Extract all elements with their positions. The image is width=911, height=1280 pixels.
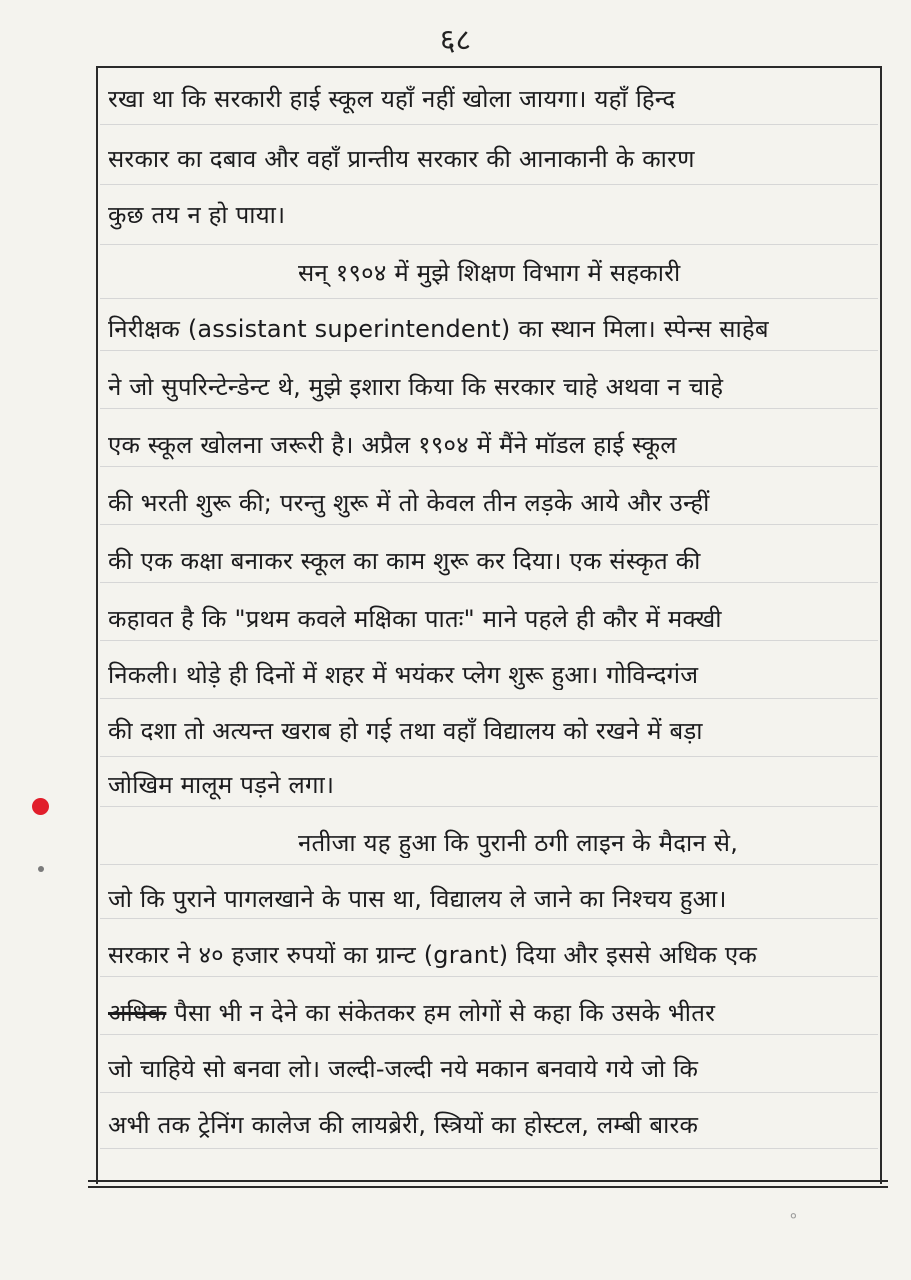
red-ink-dot: [32, 798, 49, 815]
text-line-13: जोखिम मालूम पड़ने लगा।: [108, 771, 335, 799]
ruled-line: [100, 640, 878, 641]
ruled-line: [100, 184, 878, 185]
text-line-19: अभी तक ट्रेनिंग कालेज की लायब्रेरी, स्त्रियों का होस्टल, लम्बी बारक: [108, 1111, 699, 1139]
text-line-16: सरकार ने ४० हजार रुपयों का ग्रान्ट (grant) दिया और इससे अधिक एक: [108, 941, 757, 969]
ruled-line: [100, 298, 878, 299]
text-line-9: की एक कक्षा बनाकर स्कूल का काम शुरू कर दिया। एक संस्कृत की: [108, 547, 701, 575]
text-line-5: निरीक्षक (assistant superintendent) का स्थान मिला। स्पेन्स साहेब: [108, 315, 769, 343]
ruled-line: [100, 524, 878, 525]
page-number: ६८: [439, 23, 472, 58]
ruled-line: [100, 124, 878, 125]
bottom-rule: [88, 1180, 888, 1188]
ruled-line: [100, 244, 878, 245]
ruled-line: [100, 976, 878, 977]
struck-word: अधिक: [108, 999, 167, 1027]
text-line-7: एक स्कूल खोलना जरूरी है। अप्रैल १९०४ में मैंने मॉडल हाई स्कूल: [108, 431, 677, 459]
text-line-6: ने जो सुपरिन्टेन्डेन्ट थे, मुझे इशारा किया कि सरकार चाहे अथवा न चाहे: [108, 373, 724, 401]
text-line-11: निकली। थोड़े ही दिनों में शहर में भयंकर प्लेग शुरू हुआ। गोविन्दगंज: [108, 661, 699, 689]
ruled-line: [100, 864, 878, 865]
ruled-line: [100, 918, 878, 919]
text-line-18: जो चाहिये सो बनवा लो। जल्दी-जल्दी नये मकान बनवाये गये जो कि: [108, 1055, 699, 1083]
ruled-line: [100, 1092, 878, 1093]
text-line-10: कहावत है कि "प्रथम कवले मक्षिका पातः" माने पहले ही कौर में मक्खी: [108, 605, 722, 633]
text-line-1: रखा था कि सरकारी हाई स्कूल यहाँ नहीं खोला जायगा। यहाँ हिन्द: [108, 85, 676, 113]
grey-ink-dot: [38, 866, 44, 872]
text-line-8: की भरती शुरू की; परन्तु शुरू में तो केवल तीन लड़के आये और उन्हीं: [108, 489, 710, 517]
text-line-15: जो कि पुराने पागलखाने के पास था, विद्यालय ले जाने का निश्चय हुआ।: [108, 885, 727, 913]
ruled-line: [100, 350, 878, 351]
ruled-line: [100, 806, 878, 807]
ruled-line: [100, 1148, 878, 1149]
text-line-12: की दशा तो अत्यन्त खराब हो गई तथा वहाँ विद्यालय को रखने में बड़ा: [108, 717, 703, 745]
ruled-line: [100, 1034, 878, 1035]
ruled-line: [100, 408, 878, 409]
ruled-line: [100, 756, 878, 757]
ruled-line: [100, 582, 878, 583]
ruled-line: [100, 466, 878, 467]
text-line-2: सरकार का दबाव और वहाँ प्रान्तीय सरकार की आनाकानी के कारण: [108, 145, 695, 173]
text-line-4: सन् १९०४ में मुझे शिक्षण विभाग में सहकारी: [298, 259, 681, 287]
text-line-3: कुछ तय न हो पाया।: [108, 201, 286, 229]
text-line-14: नतीजा यह हुआ कि पुरानी ठगी लाइन के मैदान से,: [298, 829, 739, 857]
text-line-17: [108, 998, 860, 1028]
text-line-17-rest: पैसा भी न देने का संकेतकर हम लोगों से कहा कि उसके भीतर: [174, 999, 716, 1027]
pencil-margin-note: ०: [790, 1209, 797, 1224]
ruled-line: [100, 698, 878, 699]
